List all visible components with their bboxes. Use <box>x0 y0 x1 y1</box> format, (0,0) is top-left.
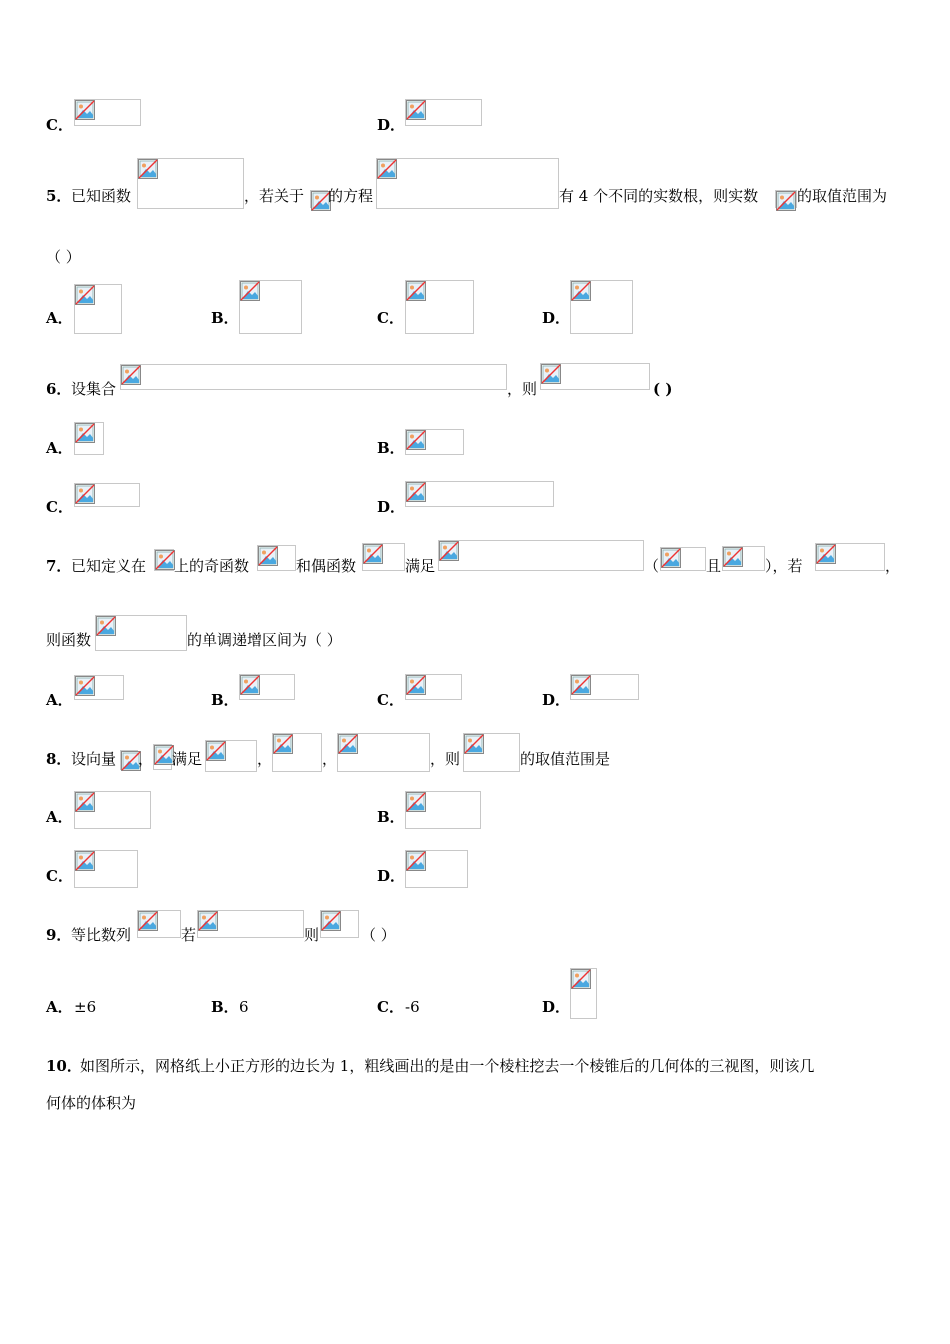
option-d-formula-image <box>570 968 597 1019</box>
function-f-image <box>257 545 296 571</box>
variable-image <box>310 190 328 208</box>
option-label-c: C． <box>377 998 404 1016</box>
option-label-c: C． <box>377 691 404 709</box>
option-label-c: C． <box>377 309 404 327</box>
question-text: ， <box>138 750 154 768</box>
vector-b-image <box>153 744 172 770</box>
question-number: 10． <box>46 1057 82 1075</box>
question-text: 则函数 <box>46 631 92 649</box>
option-c-formula-image <box>74 99 141 126</box>
option-label-d: D． <box>542 309 571 327</box>
option-b-formula-image <box>405 791 481 829</box>
question-text: ），若 <box>765 557 803 575</box>
question-text: 若 <box>181 926 197 944</box>
question-text: ， <box>322 750 338 768</box>
option-d-formula-image <box>570 280 633 334</box>
question-text: 的方程 <box>328 187 374 205</box>
option-label-d: D． <box>542 691 571 709</box>
option-a-value: ±6 <box>74 998 97 1016</box>
sequence-image <box>137 910 181 938</box>
target-formula-image <box>320 910 359 938</box>
option-label-c: C． <box>46 498 73 516</box>
function-g-image <box>362 543 405 571</box>
set-formula-image <box>120 364 507 390</box>
question-text: 设集合 <box>71 380 117 398</box>
relation-formula-image <box>438 540 644 571</box>
condition-formula-image <box>272 733 322 772</box>
question-text: ，则 <box>430 750 461 768</box>
condition-formula-image <box>337 733 430 772</box>
set-operation-formula-image <box>540 363 650 390</box>
option-c-formula-image <box>74 483 140 507</box>
option-b-value: 6 <box>239 998 249 1016</box>
option-c-formula-image <box>74 850 138 888</box>
option-label-a: A． <box>46 998 73 1016</box>
option-label-b: B． <box>211 309 239 327</box>
condition-image <box>722 546 765 571</box>
option-d-formula-image <box>405 99 482 126</box>
answer-parentheses: （ ） <box>46 248 81 266</box>
option-label-d: D． <box>377 116 406 134</box>
question-text: 已知定义在 <box>71 557 147 575</box>
option-c-formula-image <box>405 280 474 334</box>
question-number: 8． <box>46 750 72 768</box>
question-text: 何体的体积为 <box>46 1094 137 1112</box>
option-label-c: C． <box>46 116 73 134</box>
option-b-formula-image <box>239 280 302 334</box>
target-formula-image <box>463 733 520 772</box>
option-label-c: C． <box>46 867 73 885</box>
question-number: 9． <box>46 926 72 944</box>
question-text: 有 4 个不同的实数根，则实数 <box>559 187 759 205</box>
domain-image <box>154 549 174 571</box>
function-formula-image <box>95 615 187 651</box>
option-label-d: D． <box>377 867 406 885</box>
option-b-formula-image <box>405 429 464 455</box>
condition-image <box>815 543 885 571</box>
answer-parentheses: ( ) <box>653 380 673 398</box>
answer-parentheses: （ ） <box>361 926 396 944</box>
question-text: 的单调递增区间为（ ） <box>187 631 342 649</box>
option-label-b: B． <box>211 998 239 1016</box>
question-text: 设向量 <box>71 750 117 768</box>
option-label-a: A． <box>46 439 73 457</box>
option-d-formula-image <box>405 481 554 507</box>
question-text: 则 <box>304 926 320 944</box>
question-text: 如图所示，网格纸上小正方形的边长为 1，粗线画出的是由一个棱柱挖去一个棱锥后的几何体的三视图，则该几 <box>80 1057 815 1075</box>
question-number: 5． <box>46 187 72 205</box>
question-text: ，若关于 <box>244 187 305 205</box>
condition-formula-image <box>205 740 257 772</box>
option-d-formula-image <box>570 674 639 700</box>
question-text: 和偶函数 <box>296 557 357 575</box>
function-formula-image <box>137 158 244 209</box>
option-label-b: B． <box>377 808 405 826</box>
option-a-formula-image <box>74 284 122 334</box>
option-label-d: D． <box>542 998 571 1016</box>
question-text: （ <box>644 557 660 575</box>
option-c-value: -6 <box>405 998 420 1016</box>
option-a-formula-image <box>74 422 104 455</box>
option-c-formula-image <box>405 674 462 700</box>
condition-formula-image <box>197 910 304 938</box>
question-text: 上的奇函数 <box>174 557 250 575</box>
question-number: 7． <box>46 557 72 575</box>
option-label-b: B． <box>211 691 239 709</box>
vector-a-image <box>120 750 138 770</box>
question-text: 的取值范围为 <box>797 187 888 205</box>
question-text: 且 <box>706 557 722 575</box>
option-a-formula-image <box>74 791 151 829</box>
option-b-formula-image <box>239 674 295 700</box>
option-d-formula-image <box>405 850 468 888</box>
question-text: ，则 <box>507 380 538 398</box>
question-text: ， <box>257 750 273 768</box>
question-text: 已知函数 <box>71 187 132 205</box>
question-number: 6． <box>46 380 72 398</box>
option-a-formula-image <box>74 675 124 700</box>
option-label-a: A． <box>46 309 73 327</box>
option-label-a: A． <box>46 691 73 709</box>
option-label-a: A． <box>46 808 73 826</box>
variable-image <box>775 190 797 208</box>
question-text: ， <box>885 557 901 575</box>
equation-formula-image <box>376 158 559 209</box>
condition-image <box>660 547 706 571</box>
option-label-b: B． <box>377 439 405 457</box>
question-text: 等比数列 <box>71 926 132 944</box>
question-text: 的取值范围是 <box>520 750 611 768</box>
question-text: 满足 <box>405 557 436 575</box>
question-text: 满足 <box>172 750 203 768</box>
option-label-d: D． <box>377 498 406 516</box>
